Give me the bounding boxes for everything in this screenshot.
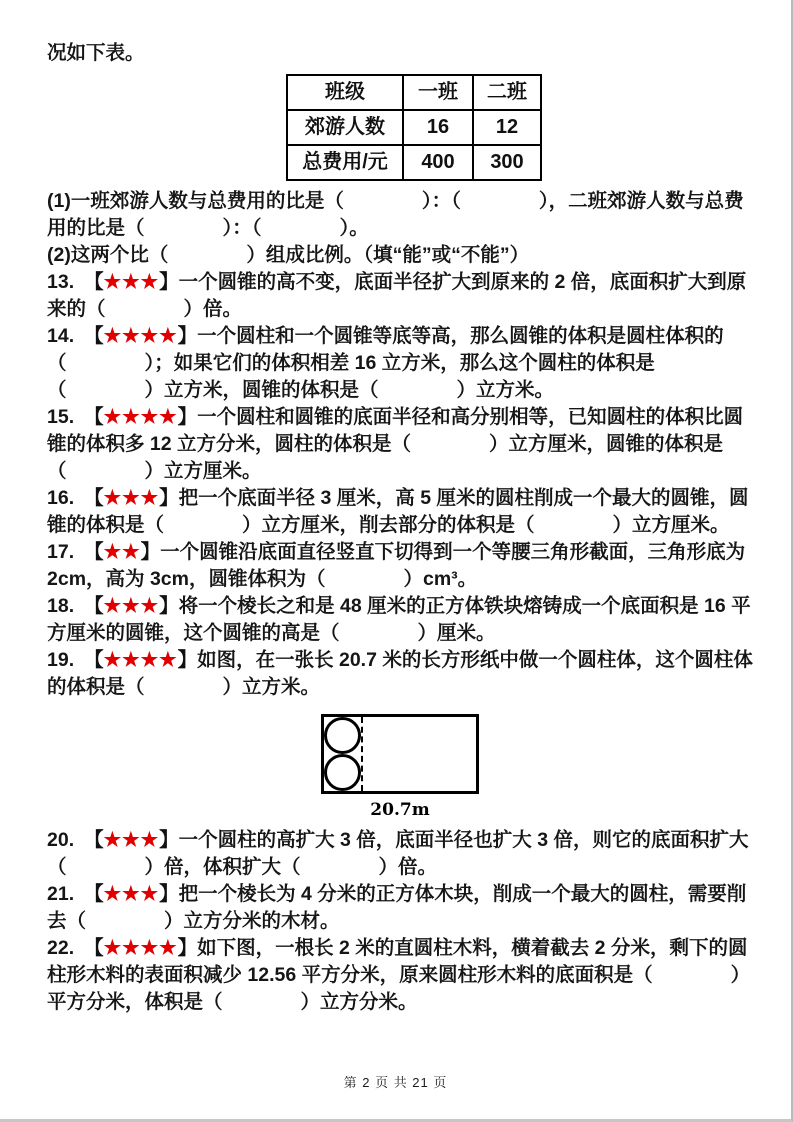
- table-cell-value: 16: [403, 110, 473, 145]
- bracket-close: 】: [159, 829, 179, 851]
- table-cell-label: 郊游人数: [287, 110, 403, 145]
- table-header-class: 班级: [287, 75, 403, 110]
- rectangle-paper: [321, 714, 479, 794]
- bracket-open: 【: [84, 325, 104, 347]
- bracket-open: 【: [84, 649, 104, 671]
- figure-dimension-label: 20.7m: [370, 800, 430, 820]
- stars-icon: ★★★: [103, 487, 160, 509]
- question-20: [47, 827, 753, 881]
- table-cell-value: 12: [473, 110, 541, 145]
- question-17: [47, 539, 753, 593]
- page-content: [47, 40, 753, 1016]
- circle-bottom: [324, 754, 361, 791]
- question-text: 将一个棱长之和是 48 厘米的正方体铁块熔铸成一个底面积是 16 平方厘米的圆锥，这个圆锥的高是（ ）厘米。: [47, 595, 751, 644]
- question-text: 如下图，一根长 2 米的直圆柱木料，横着截去 2 分米，剩下的圆柱形木料的表面积减少 12.56 平方分米，原来圆柱形木料的底面积是（ ）平方分米，体积是（ ）立方分米。: [47, 937, 751, 1013]
- bracket-close: 】: [140, 541, 161, 563]
- table-header-class2: 二班: [473, 75, 541, 110]
- question-number: 22.: [47, 937, 75, 959]
- bracket-open: 【: [84, 541, 104, 563]
- circle-top: [324, 717, 361, 754]
- cylinder-net-figure: [47, 701, 753, 827]
- star-rating: [84, 883, 178, 905]
- stars-icon: ★★★: [103, 271, 160, 293]
- question-number: 13.: [47, 271, 75, 293]
- question-number: 16.: [47, 487, 75, 509]
- star-rating: [84, 487, 178, 509]
- stars-icon: ★★★★: [103, 649, 178, 671]
- bracket-open: 【: [84, 829, 104, 851]
- question-number: 19.: [47, 649, 75, 671]
- question-text: 把一个棱长为 4 分米的正方体木块，削成一个最大的圆柱，需要削去（ ）立方分米的木材。: [47, 883, 747, 932]
- table-row: [287, 145, 541, 180]
- stars-icon: ★★★★: [103, 406, 178, 428]
- page-number: 第 2 页 共 21 页: [343, 1075, 448, 1090]
- bracket-close: 】: [177, 649, 198, 671]
- sub-question-2: (2)这两个比（ ）组成比例。（填“能”或“不能”）: [47, 244, 530, 266]
- question-22: [47, 935, 753, 1016]
- bracket-open: 【: [84, 406, 104, 428]
- star-rating: [84, 325, 197, 347]
- table-cell-value: 400: [403, 145, 473, 180]
- question-text: 一个圆锥的高不变，底面半径扩大到原来的 2 倍，底面积扩大到原来的（ ）倍。: [47, 271, 747, 320]
- stars-icon: ★★★: [103, 595, 160, 617]
- bracket-close: 】: [159, 487, 179, 509]
- question-number: 14.: [47, 325, 75, 347]
- question-text: 一个圆柱和圆锥的底面半径和高分别相等，已知圆柱的体积比圆锥的体积多 12 立方分米，圆柱的体积是（ ）立方厘米，圆锥的体积是（ ）立方厘米。: [47, 406, 744, 482]
- bracket-close: 】: [159, 883, 179, 905]
- question-text: 如图，在一张长 20.7 米的长方形纸中做一个圆柱体，这个圆柱体的体积是（ ）立方米。: [47, 649, 753, 698]
- question-16: [47, 485, 753, 539]
- table-cell-label: 总费用/元: [287, 145, 403, 180]
- bracket-close: 】: [159, 271, 179, 293]
- star-rating: [84, 271, 178, 293]
- star-rating: [84, 649, 197, 671]
- bracket-open: 【: [84, 937, 104, 959]
- table-header-class1: 一班: [403, 75, 473, 110]
- star-rating: [84, 541, 160, 563]
- intro-text: 况如下表。: [47, 42, 145, 64]
- star-rating: [84, 406, 197, 428]
- bracket-open: 【: [84, 883, 104, 905]
- bracket-close: 】: [177, 937, 198, 959]
- bracket-close: 】: [159, 595, 179, 617]
- class-trip-table: [286, 74, 542, 181]
- question-number: 21.: [47, 883, 75, 905]
- stars-icon: ★★★★: [103, 937, 178, 959]
- bracket-close: 】: [177, 406, 198, 428]
- question-text: 一个圆锥沿底面直径竖直下切得到一个等腰三角形截面，三角形底为 2cm，高为 3cm，圆锥体积为（ ）cm³。: [47, 541, 746, 590]
- star-rating: [84, 937, 197, 959]
- question-14: [47, 323, 753, 404]
- stars-icon: ★★★: [103, 883, 160, 905]
- question-19: [47, 647, 753, 701]
- sub-question-1: (1)一班郊游人数与总费用的比是（ ）：（ ），二班郊游人数与总费用的比是（ ）：（ ）。: [47, 190, 744, 239]
- bracket-open: 【: [84, 271, 104, 293]
- question-text: 一个圆柱的高扩大 3 倍，底面半径也扩大 3 倍，则它的底面积扩大（ ）倍，体积扩大（ ）倍。: [47, 829, 749, 878]
- dashed-line: [361, 717, 363, 791]
- question-13: [47, 269, 753, 323]
- star-rating: [84, 829, 178, 851]
- stars-icon: ★★★: [103, 829, 160, 851]
- stars-icon: ★★: [103, 541, 141, 563]
- question-number: 18.: [47, 595, 75, 617]
- question-text: 一个圆柱和一个圆锥等底等高，那么圆锥的体积是圆柱体积的（ ）；如果它们的体积相差 16 立方米，那么这个圆柱的体积是（ ）立方米，圆锥的体积是（ ）立方米。: [47, 325, 724, 401]
- bracket-open: 【: [84, 487, 104, 509]
- question-number: 17.: [47, 541, 75, 563]
- question-18: [47, 593, 753, 647]
- table-row: [287, 110, 541, 145]
- star-rating: [84, 595, 178, 617]
- question-number: 15.: [47, 406, 75, 428]
- table-cell-value: 300: [473, 145, 541, 180]
- bracket-open: 【: [84, 595, 104, 617]
- question-text: 把一个底面半径 3 厘米，高 5 厘米的圆柱削成一个最大的圆锥，圆锥的体积是（ ）立方厘米，削去部分的体积是（ ）立方厘米。: [47, 487, 749, 536]
- question-21: [47, 881, 753, 935]
- question-15: [47, 404, 753, 485]
- question-number: 20.: [47, 829, 75, 851]
- stars-icon: ★★★★: [103, 325, 178, 347]
- bracket-close: 】: [177, 325, 198, 347]
- table-header-row: [287, 75, 541, 110]
